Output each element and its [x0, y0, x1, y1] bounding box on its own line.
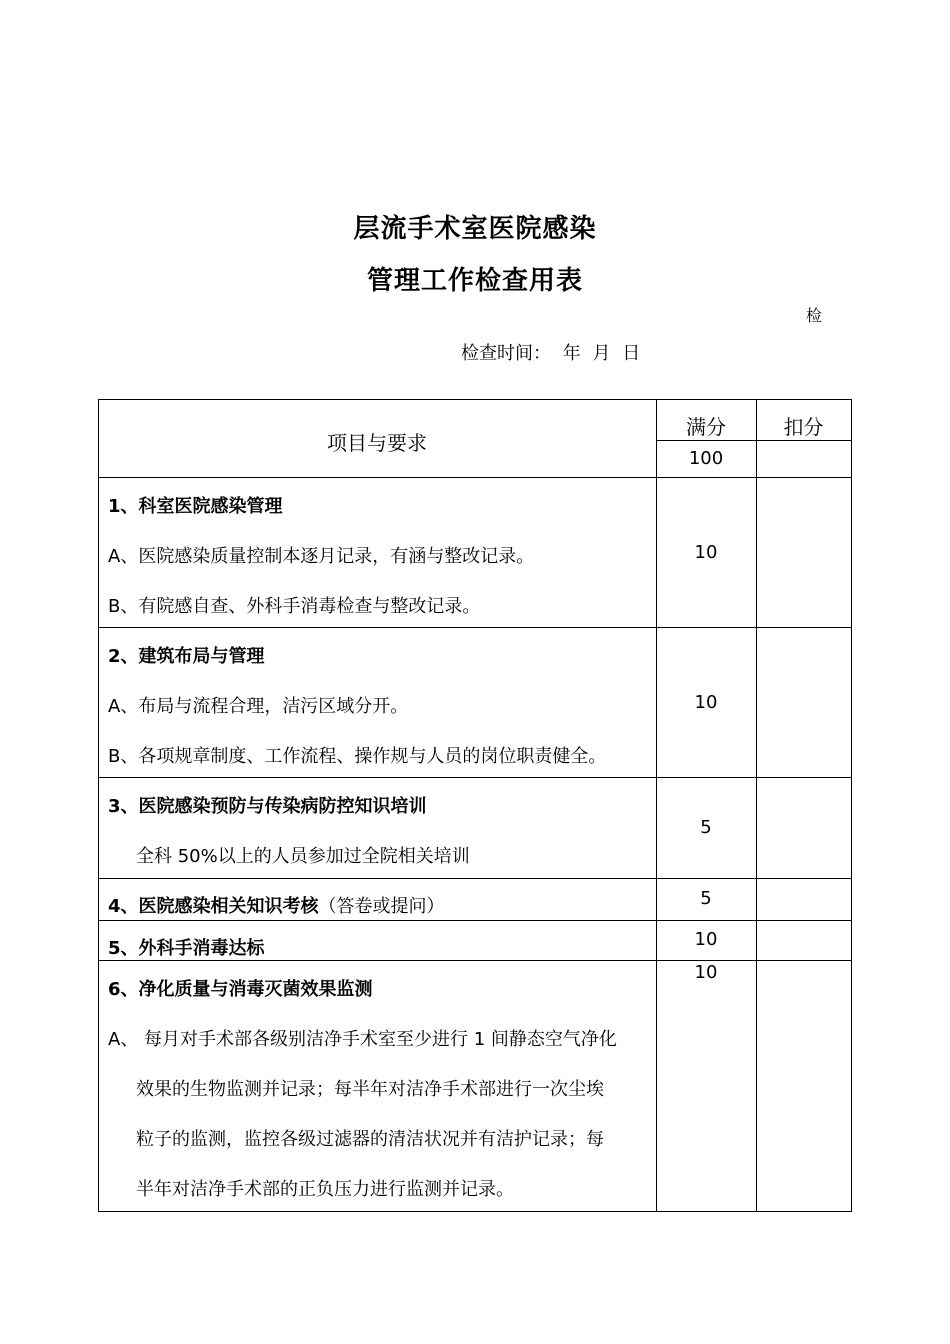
table-border-left [98, 399, 99, 1212]
check-time-label: 检查时间： [461, 343, 551, 364]
header-total-score: 100 [688, 448, 724, 469]
row4-score: 5 [700, 888, 712, 909]
table-border-bottom [98, 1211, 852, 1212]
check-time-year: 年 [562, 343, 581, 364]
row1-line-a: A、医院感染质量控制本逐月记录，有涵与整改记录。 [108, 546, 535, 567]
row-divider [98, 627, 852, 628]
row4-heading: 4、医院感染相关知识考核 [108, 896, 319, 917]
document-title-line2: 管理工作检查用表 [366, 266, 583, 296]
row6-heading: 6、净化质量与消毒灭菌效果监测 [108, 979, 373, 1000]
header-full-score: 满分 [686, 415, 726, 439]
row5-score: 10 [694, 929, 718, 950]
check-time-month: 月 [592, 343, 611, 364]
header-deduct-score: 扣分 [783, 415, 824, 439]
row6-line-b: 效果的生物监测并记录；每半年对洁净手术部进行一次尘埃 [136, 1079, 604, 1100]
column-divider [756, 399, 757, 1212]
row4-heading-wrap [108, 892, 445, 918]
row-divider [98, 777, 852, 778]
row1-score: 10 [694, 542, 718, 563]
document-title-line1: 层流手术室医院感染 [353, 214, 597, 244]
header-divider [656, 440, 852, 441]
table-border-right [851, 399, 852, 1212]
row5-heading: 5、外科手消毒达标 [108, 938, 265, 959]
row6-line-d: 半年对洁净手术部的正负压力进行监测并记录。 [136, 1179, 514, 1200]
row6-line-c: 粒子的监测，监控各级过滤器的清洁状况并有洁护记录；每 [136, 1129, 604, 1150]
row2-line-a: A、布局与流程合理，洁污区域分开。 [108, 696, 409, 717]
header-item-requirement: 项目与要求 [327, 431, 427, 455]
row-divider [98, 920, 852, 921]
inspection-table [98, 399, 852, 1212]
row3-line: 全科 50%以上的人员参加过全院相关培训 [136, 846, 470, 867]
table-border-top [98, 399, 852, 400]
check-time-day: 日 [622, 343, 641, 364]
row-divider [98, 878, 852, 879]
row-divider [98, 960, 852, 961]
row1-heading: 1、科室医院感染管理 [108, 496, 283, 517]
row3-heading: 3、医院感染预防与传染病防控知识培训 [108, 796, 427, 817]
row2-score: 10 [694, 692, 718, 713]
check-time-line [461, 339, 646, 365]
row6-score: 10 [694, 962, 718, 983]
row3-score: 5 [700, 817, 712, 838]
corner-note: 检 [806, 306, 823, 325]
row2-heading: 2、建筑布局与管理 [108, 646, 265, 667]
row6-line-a: A、 每月对手术部各级别洁净手术室至少进行 1 间静态空气净化 [108, 1029, 617, 1050]
row1-line-b: B、有院感自查、外科手消毒检查与整改记录。 [108, 596, 481, 617]
row2-line-b: B、各项规章制度、工作流程、操作规与人员的岗位职责健全。 [108, 746, 607, 767]
row-divider [98, 477, 852, 478]
column-divider [656, 399, 657, 1212]
row4-heading-note: （答卷或提问） [318, 896, 445, 917]
